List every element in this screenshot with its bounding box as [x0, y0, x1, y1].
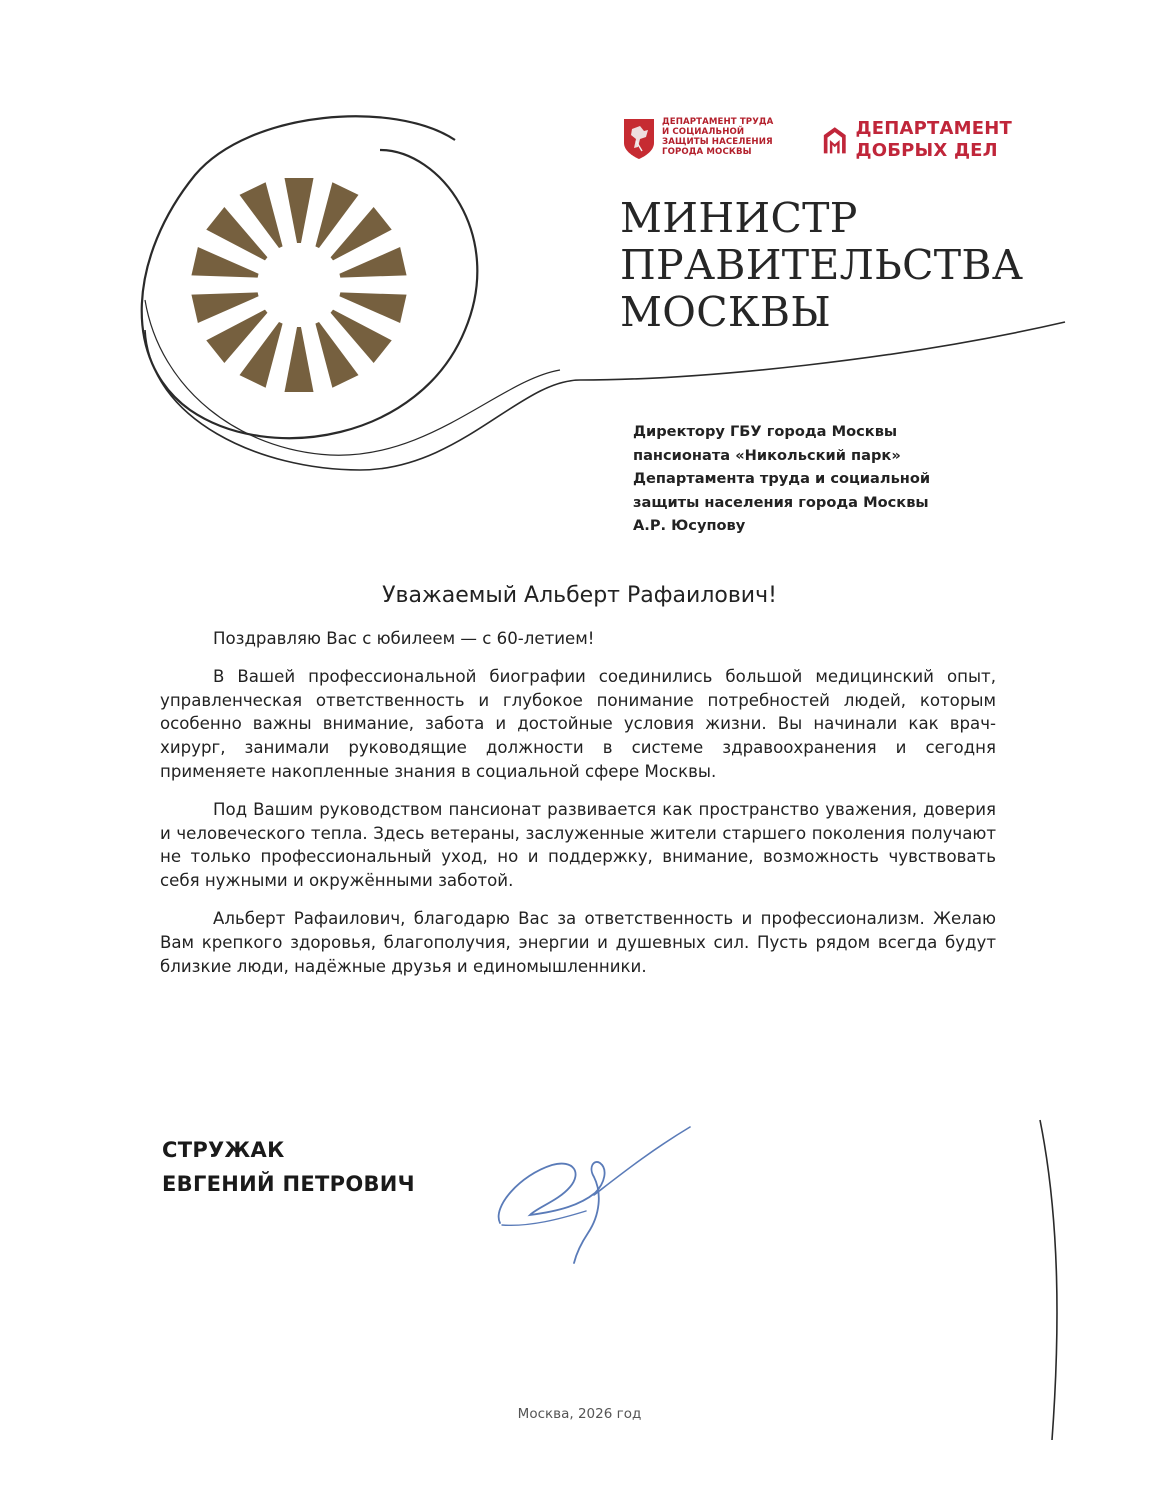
addressee-line: защиты населения города Москвы	[633, 493, 929, 511]
labor-department-name	[662, 117, 773, 157]
handwritten-signature	[490, 1115, 710, 1275]
addressee-block	[633, 420, 930, 538]
signer-name	[162, 1133, 415, 1201]
place-and-date: Москва, 2026 год	[517, 1406, 642, 1422]
logo-text-line: ЗАЩИТЫ НАСЕЛЕНИЯ	[662, 137, 773, 147]
edge-curve	[1040, 1120, 1057, 1440]
addressee-line: Директору ГБУ города Москвы	[633, 423, 898, 440]
greeting: Уважаемый Альберт Рафаилович!	[382, 583, 777, 608]
addressee-line: пансионата «Никольский парк»	[633, 446, 901, 464]
good-deeds-department-name	[856, 118, 1012, 162]
sun-emblem-icon	[191, 178, 406, 392]
logo-text-line: ДЕПАРТАМЕНТ	[855, 118, 1012, 139]
moscow-coat-of-arms-icon	[622, 117, 656, 161]
body-paragraph: В Вашей профессиональной биографии соединились большой медицинский опыт, управленческая ответственность и глубокое понимание потребностей людей, которым особенно важны внимание, забота и достойные условия жизни. Вы начинали как врач-хирург, занимали руководящие должности в системе здравоохранения и сегодня применяете накопленные знания в социальной сфере Москвы.	[160, 666, 996, 781]
title-line: МИНИСТР	[620, 194, 858, 242]
body-paragraph: Поздравляю Вас с юбилеем — с 60-летием!	[213, 629, 595, 648]
house-m-logo-icon	[822, 116, 848, 164]
title-line: ПРАВИТЕЛЬСТВА	[620, 241, 1024, 289]
body-paragraph: Под Вашим руководством пансионат развивается как пространство уважения, доверия и человеческого тепла. Здесь ветераны, заслуженные жители старшего поколения получают не только профессиональный уход, но и поддержку, внимание, возможность чувствовать себя нужными и окружёнными заботой.	[160, 799, 996, 891]
emblem-ray	[285, 178, 314, 243]
signer-line: СТРУЖАК	[162, 1138, 285, 1162]
logo-text-line: ГОРОДА МОСКВЫ	[662, 147, 752, 157]
labor-department-logo	[622, 117, 792, 165]
title-line: МОСКВЫ	[620, 288, 831, 336]
good-deeds-department-logo	[822, 114, 1012, 166]
addressee-line: Департамента труда и социальной	[633, 470, 931, 487]
logo-text-line: ДЕПАРТАМЕНТ ТРУДА	[662, 117, 774, 127]
page-title	[620, 195, 1023, 336]
emblem-ray	[285, 327, 314, 392]
letter-body	[160, 627, 996, 992]
addressee-line: А.Р. Юсупову	[633, 517, 746, 534]
signer-line: ЕВГЕНИЙ ПЕТРОВИЧ	[162, 1172, 415, 1196]
body-paragraph: Альберт Рафаилович, благодарю Вас за ответственность и профессионализм. Желаю Вам крепкого здоровья, благополучия, энергии и душевных сил. Пусть рядом всегда будут близкие люди, надёжные друзья и единомышленники.	[160, 908, 996, 976]
logo-text-line: ДОБРЫХ ДЕЛ	[855, 140, 998, 161]
logo-text-line: И СОЦИАЛЬНОЙ	[662, 127, 745, 137]
